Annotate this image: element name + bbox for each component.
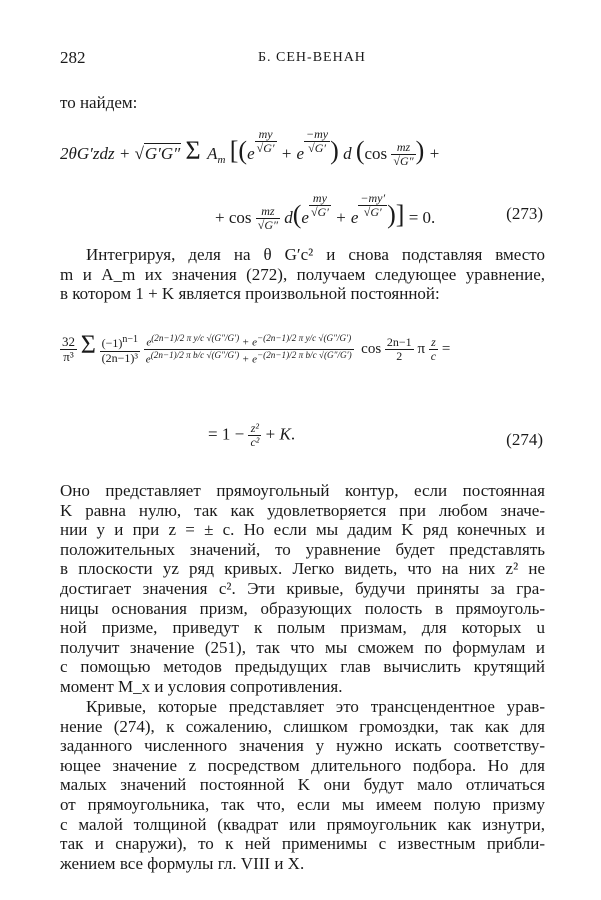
paragraph-1-line: в котором 1 + K является произвольной постоянной: — [60, 284, 440, 304]
paragraph-2-line: K равна нулю, так как удовлетворяется при любом значе- — [60, 500, 545, 520]
paragraph-3-line: от прямоугольника, так что, если мы имеем полую призму — [60, 794, 545, 814]
equation-274-line-2: = 1 − $\frac{\text{z²}}{\text{c²}}$ + K. — [208, 421, 296, 450]
paragraph-3-line: малых значений постоянной K они будут мало отличаться — [60, 775, 545, 795]
paragraph-2-line: ницы основания призм, образующих полость в прямоуголь- — [60, 598, 545, 618]
paragraph-3-line: жением все формулы гл. VIII и X. — [60, 853, 305, 873]
equation-273-number: (273) — [506, 204, 543, 223]
paragraph-3 — [60, 697, 545, 873]
page-header — [60, 48, 550, 72]
paragraph-2-line: положительных значений, то уравнение будет представлять — [60, 539, 545, 559]
paragraph-2-line: ной призме, приведут к полым призмам, для которых u — [60, 618, 545, 638]
paragraph-1-line: Интегрируя, деля на θ G′c² и снова подставляя вместо — [86, 245, 545, 264]
paragraph-2-line: Оно представляет прямоугольный контур, если постоянная — [60, 481, 545, 500]
running-head: Б. СЕН-ВЕНАН — [258, 50, 366, 65]
paragraph-3-line: так и снаружи), то к ней применимы с известным прибли- — [60, 834, 545, 854]
paragraph-3-line: с малой толщиной (квадрат или прямоугольник как изнутри, — [60, 814, 545, 834]
paragraph-3-line: Кривые, которые представляет это трансцендентное урав- — [86, 697, 545, 716]
paragraph-1-line: m и A_m их значения (272), получаем следующее уравнение, — [60, 264, 545, 284]
equation-274-line-1: $\frac{32}{\text{π³}}$ Σ $\frac{(-1)^{n-1}}{\text{(2n−1)³}}$ $\frac{e^{(2n-1)/2 \pi y/c √(G''/G')} + e^{-(2n-1)/2 \pi y/c √(G''/G')}}{e^{(2n-1)/2 \pi b/c √(G''/G')} + e^{-(2n-1)/2 \pi b/c √(G''/G')}}$ cos $\frac{2n-1}{2}$ π $\frac{z}{c}$ = — [62, 330, 451, 366]
page-number: 282 — [60, 48, 86, 67]
paragraph-2-line: с помощью методов предыдущих глав вычислить крутящий — [60, 657, 545, 677]
intro-text: то найдем: — [60, 93, 138, 112]
paragraph-3-line: заданного численного значения y нужно искать соответству- — [60, 736, 545, 756]
paragraph-2-line: получит значение (251), так что мы сможем по формулам и — [60, 637, 545, 657]
equation-274-number: (274) — [506, 430, 543, 449]
paragraph-2-line: достигает значения c². Эти кривые, будучи приняты за гра- — [60, 578, 545, 598]
paragraph-2 — [60, 481, 545, 697]
paragraph-2-line: момент M_x и условия сопротивления. — [60, 676, 343, 696]
paragraph-2-line: в плоскости yz ряд кривых. Легко видеть, что на них z² не — [60, 559, 545, 579]
paragraph-3-line: нение (274), к сожалению, слишком громоздки, так как для — [60, 716, 545, 736]
paragraph-3-line: ющее значение z посредством длительного подбора. Но для — [60, 755, 545, 775]
paragraph-1 — [60, 245, 545, 304]
equation-273-line-2: + cos $\frac{mz}{√G''}$ d(e $\frac{my}{√G'}$ + e $\frac{-my'}{√G'}$ )] = 0. — [215, 191, 436, 233]
paragraph-2-line: нии y и при z = ± c. Но если мы дадим K ряд конечных и — [60, 520, 545, 540]
equation-273-line-1: 2θG′zdz + √G′G″ Σ $A_m$ [(e $\frac{my}{√G'}$ + e $\frac{-my}{√G'}$ ) d (cos $\frac{mz}{√G''}$ ) + — [60, 127, 441, 169]
